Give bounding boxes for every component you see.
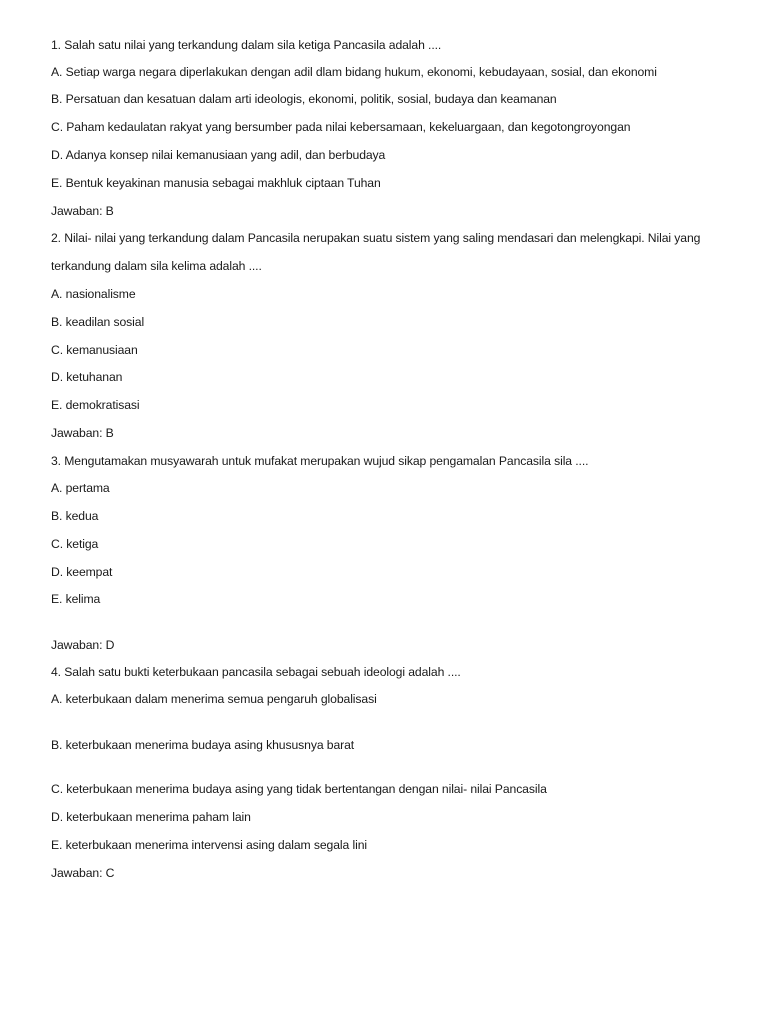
question-1-text: 1. Salah satu nilai yang terkandung dalam sila ketiga Pancasila adalah ....: [51, 38, 442, 52]
question-1-option-e: E. Bentuk keyakinan manusia sebagai makhluk ciptaan Tuhan: [51, 176, 381, 190]
question-3-text: 3. Mengutamakan musyawarah untuk mufakat merupakan wujud sikap pengamalan Pancasila sila ....: [51, 454, 589, 468]
question-4-answer: Jawaban: C: [51, 866, 115, 880]
question-3-option-e: E. kelima: [51, 592, 101, 606]
question-3-option-b: B. kedua: [51, 509, 99, 523]
question-1-option-d: D. Adanya konsep nilai kemanusiaan yang adil, dan berbudaya: [51, 148, 386, 162]
question-1-option-a: A. Setiap warga negara diperlakukan dengan adil dlam bidang hukum, ekonomi, kebudayaan, sosial, dan ekonomi: [51, 65, 657, 79]
question-4-text: 4. Salah satu bukti keterbukaan pancasila sebagai sebuah ideologi adalah ....: [51, 665, 461, 679]
question-3-option-d: D. keempat: [51, 565, 113, 579]
question-3-option-a: A. pertama: [51, 481, 110, 495]
question-4-option-e: E. keterbukaan menerima intervensi asing dalam segala lini: [51, 838, 367, 852]
question-1-answer: Jawaban: B: [51, 204, 114, 218]
question-4-option-a: A. keterbukaan dalam menerima semua pengaruh globalisasi: [51, 692, 377, 706]
question-2-option-a: A. nasionalisme: [51, 287, 136, 301]
question-2-text-continued: terkandung dalam sila kelima adalah ....: [51, 259, 262, 273]
question-3-answer: Jawaban: D: [51, 638, 115, 652]
question-2-option-e: E. demokratisasi: [51, 398, 140, 412]
question-2-option-d: D. ketuhanan: [51, 370, 123, 384]
question-1-option-c: C. Paham kedaulatan rakyat yang bersumber pada nilai kebersamaan, kekeluargaan, dan kegotongroyongan: [51, 120, 631, 134]
question-4-option-c: C. keterbukaan menerima budaya asing yang tidak bertentangan dengan nilai- nilai Pancasila: [51, 782, 547, 796]
question-3-option-c: C. ketiga: [51, 537, 99, 551]
question-2-text: 2. Nilai- nilai yang terkandung dalam Pancasila nerupakan suatu sistem yang saling mendasari dan melengkapi. Nilai yang: [51, 231, 701, 245]
question-2-option-c: C. kemanusiaan: [51, 343, 138, 357]
question-2-option-b: B. keadilan sosial: [51, 315, 145, 329]
question-2-answer: Jawaban: B: [51, 426, 114, 440]
question-1-option-b: B. Persatuan dan kesatuan dalam arti ideologis, ekonomi, politik, sosial, budaya dan keamanan: [51, 92, 557, 106]
question-4-option-d: D. keterbukaan menerima paham lain: [51, 810, 251, 824]
question-4-option-b: B. keterbukaan menerima budaya asing khususnya barat: [51, 738, 355, 752]
